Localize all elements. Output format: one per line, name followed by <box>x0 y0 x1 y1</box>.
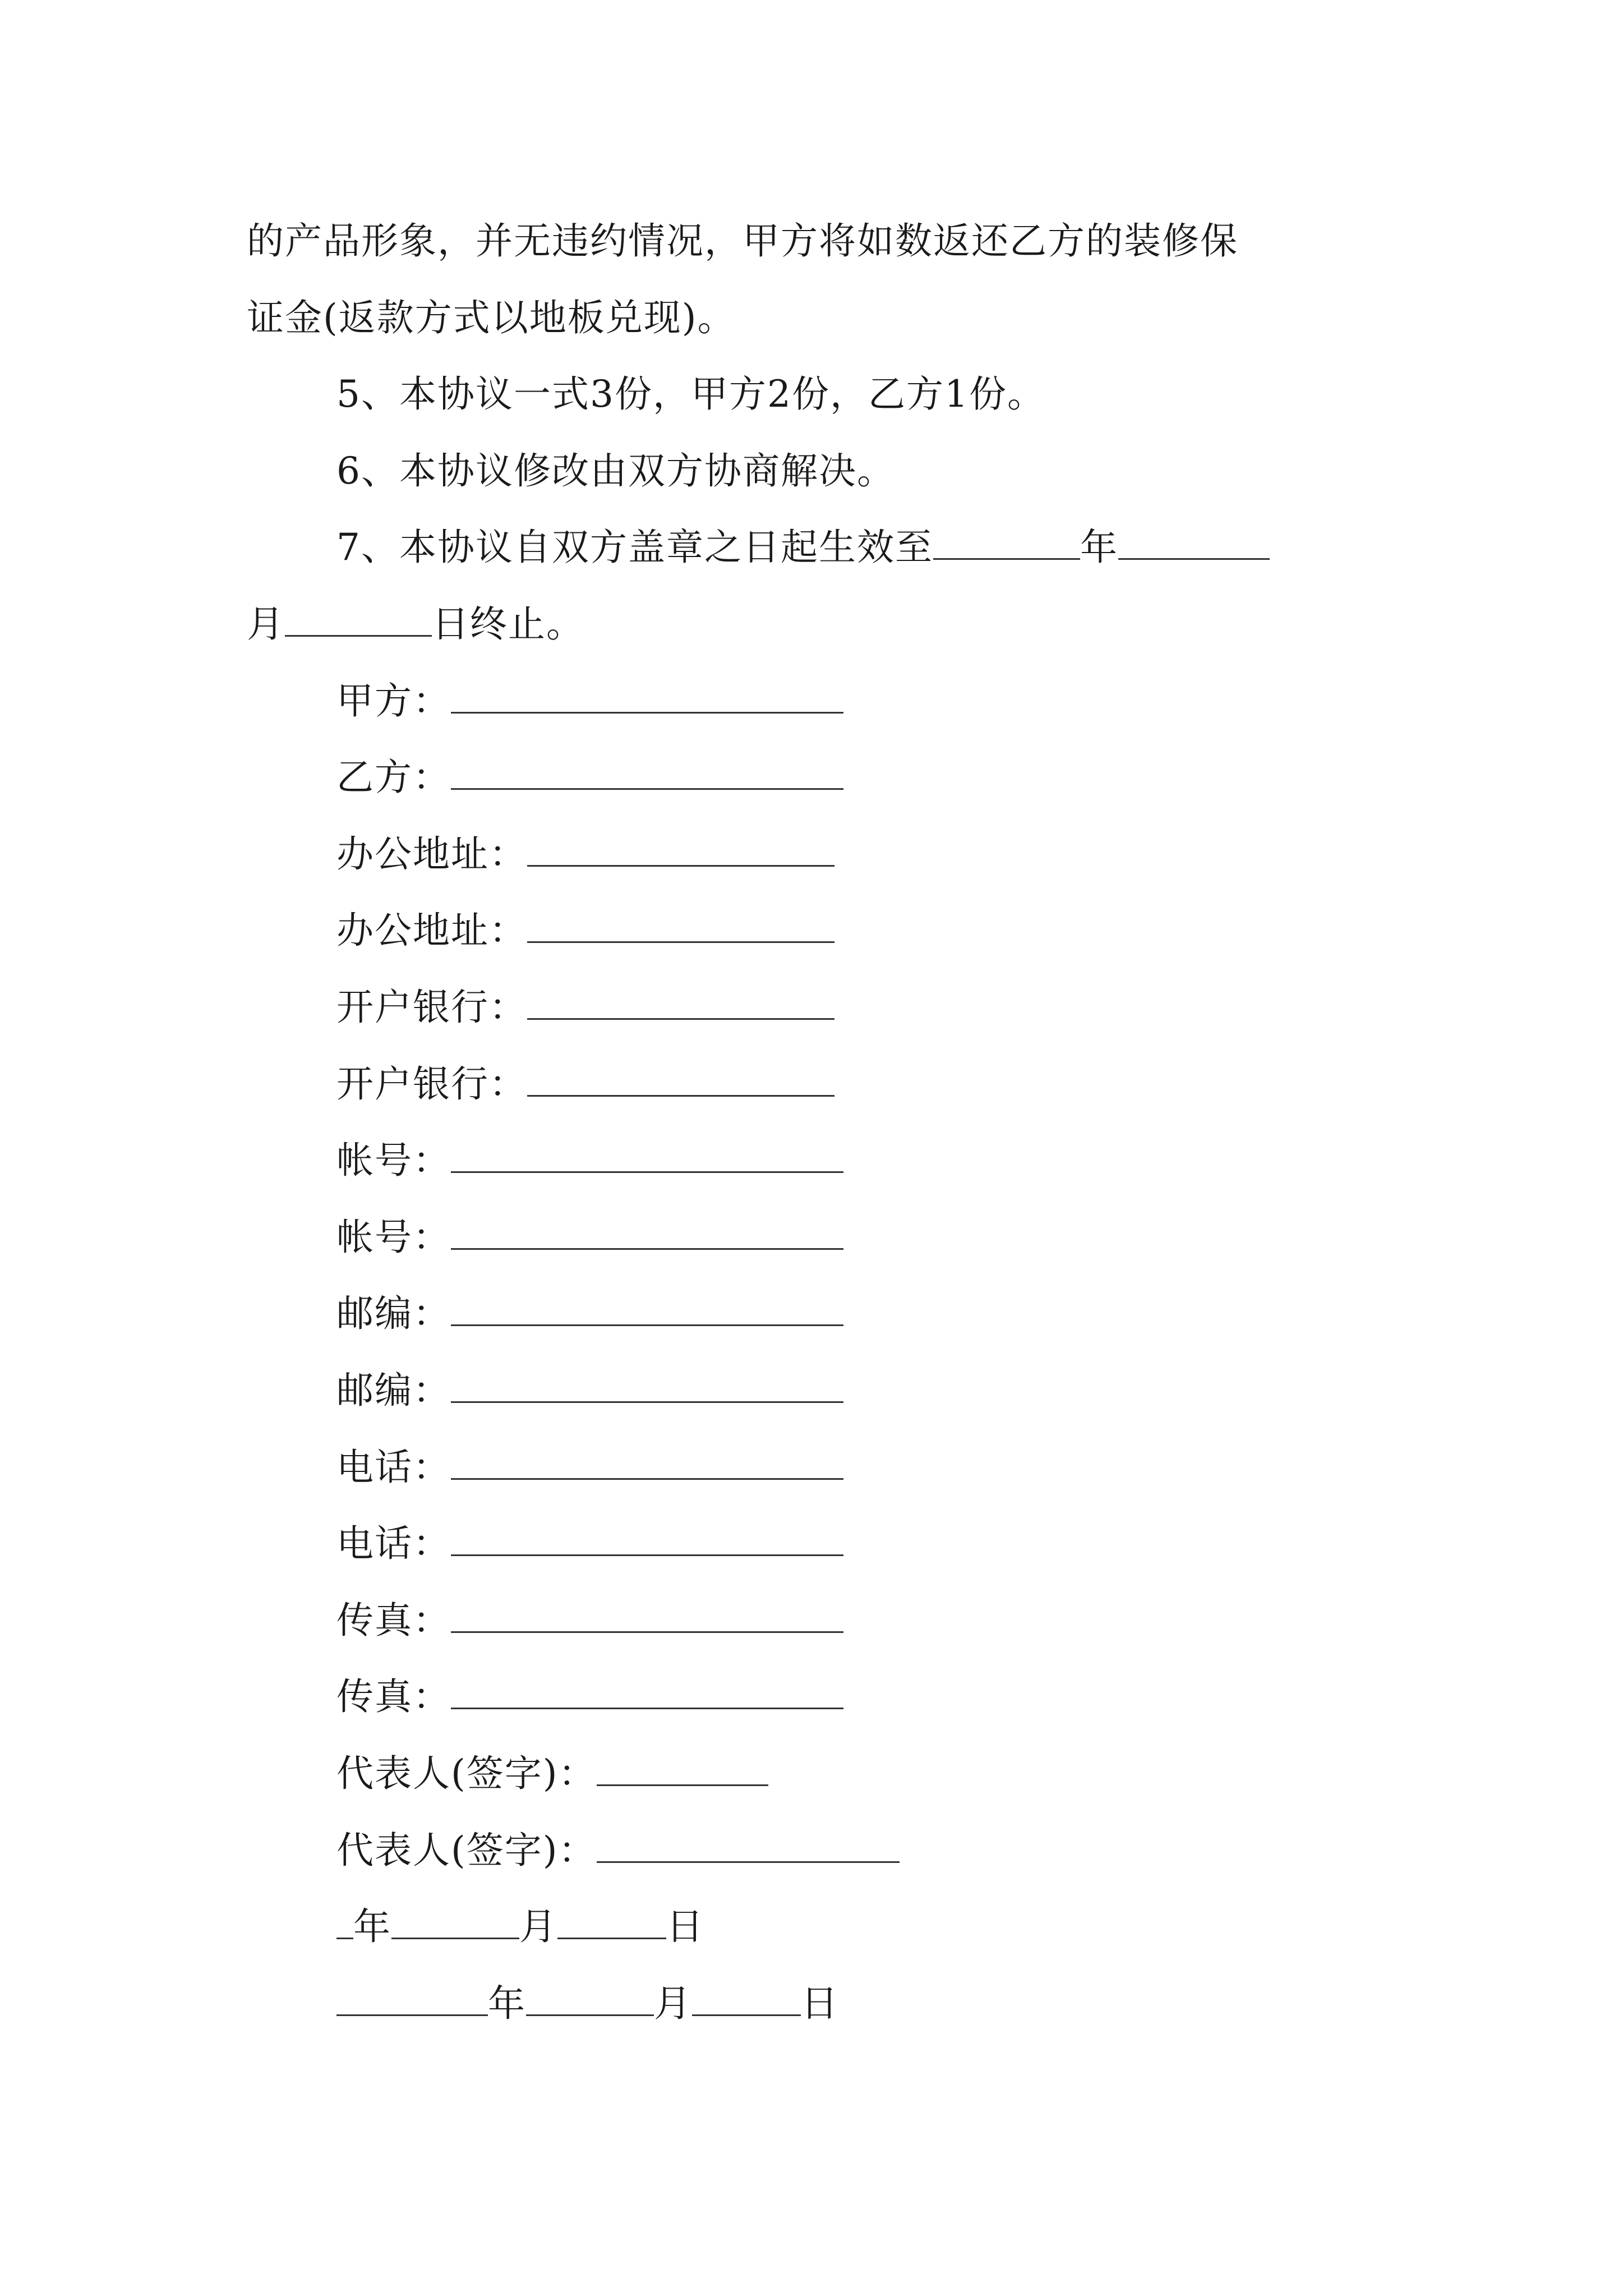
date-1-day-label: 日 <box>666 1905 704 1948</box>
phone-a-label: 电话： <box>336 1446 451 1489</box>
paragraph-text: 证金(返款方式以地板兑现)。 <box>247 296 736 339</box>
postcode-a-label: 邮编： <box>336 1292 451 1335</box>
date-2-year-label: 年 <box>488 1982 526 2025</box>
party-b-label: 乙方： <box>336 756 451 799</box>
bank-a-row <box>336 985 834 1030</box>
representative-b-row <box>336 1828 900 1873</box>
phone-b-blank[interactable] <box>451 1523 843 1556</box>
clause-5 <box>336 372 1045 417</box>
representative-a-label: 代表人(签字)： <box>336 1752 597 1795</box>
date-2-month-blank[interactable] <box>526 1983 654 2016</box>
account-a-row <box>336 1138 843 1183</box>
account-b-row <box>336 1215 843 1260</box>
clause-7-line-1 <box>336 525 1270 570</box>
year-blank[interactable] <box>933 527 1080 560</box>
clause-6 <box>336 449 895 494</box>
representative-a-blank[interactable] <box>597 1753 768 1786</box>
address-b-blank[interactable] <box>527 910 834 943</box>
account-b-blank[interactable] <box>451 1217 843 1250</box>
bank-a-label: 开户银行： <box>336 986 527 1029</box>
party-a-blank[interactable] <box>451 680 843 714</box>
bank-b-label: 开户银行： <box>336 1062 527 1106</box>
year-label: 年 <box>1080 526 1118 569</box>
phone-b-row <box>336 1521 843 1566</box>
date-2-day-blank[interactable] <box>692 1983 801 2016</box>
representative-a-row <box>336 1751 768 1796</box>
address-a-row <box>336 832 834 877</box>
account-b-label: 帐号： <box>336 1216 451 1259</box>
representative-b-label: 代表人(签字)： <box>336 1829 597 1872</box>
date-row-2 <box>336 1981 839 2026</box>
phone-a-blank[interactable] <box>451 1447 843 1480</box>
fax-b-row <box>336 1674 843 1719</box>
month-label: 月 <box>247 602 285 646</box>
paragraph-text: 的产品形象，并无违约情况，甲方将如数返还乙方的装修保 <box>247 219 1238 263</box>
fax-a-label: 传真： <box>336 1599 451 1642</box>
clause-7-end-text: 日终止。 <box>432 602 584 646</box>
date-2-year-blank[interactable] <box>336 1983 488 2016</box>
bank-b-row <box>336 1062 834 1107</box>
representative-b-blank[interactable] <box>597 1830 900 1863</box>
party-a-row <box>336 679 843 724</box>
month-blank[interactable] <box>1118 527 1270 560</box>
account-a-label: 帐号： <box>336 1139 451 1182</box>
date-2-month-label: 月 <box>654 1982 692 2025</box>
clause-5-text: 5、本协议一式3份，甲方2份，乙方1份。 <box>336 372 1045 416</box>
account-a-blank[interactable] <box>451 1140 843 1173</box>
bank-b-blank[interactable] <box>527 1064 834 1097</box>
postcode-b-row <box>336 1368 843 1413</box>
postcode-a-row <box>336 1291 843 1336</box>
party-b-row <box>336 755 843 800</box>
date-1-day-blank[interactable] <box>557 1906 666 1939</box>
paragraph-continuation-line-2 <box>247 296 736 341</box>
paragraph-continuation-line-1 <box>247 219 1238 264</box>
date-1-month-label: 月 <box>519 1905 557 1948</box>
bank-a-blank[interactable] <box>527 987 834 1020</box>
address-b-row <box>336 908 834 953</box>
clause-7-text: 7、本协议自双方盖章之日起生效至 <box>336 526 933 569</box>
address-a-blank[interactable] <box>527 834 834 867</box>
clause-7-line-2 <box>247 602 584 647</box>
postcode-b-label: 邮编： <box>336 1369 451 1412</box>
date-1-year-blank[interactable] <box>336 1906 353 1939</box>
date-row-1 <box>336 1904 704 1949</box>
address-a-label: 办公地址： <box>336 832 527 876</box>
clause-6-text: 6、本协议修改由双方协商解决。 <box>336 449 895 493</box>
date-1-month-blank[interactable] <box>391 1906 519 1939</box>
party-a-label: 甲方： <box>336 679 451 723</box>
date-2-day-label: 日 <box>801 1982 839 2025</box>
fax-b-label: 传真： <box>336 1675 451 1718</box>
postcode-a-blank[interactable] <box>451 1293 843 1326</box>
fax-a-row <box>336 1598 843 1643</box>
phone-a-row <box>336 1445 843 1490</box>
postcode-b-blank[interactable] <box>451 1370 843 1403</box>
fax-b-blank[interactable] <box>451 1676 843 1709</box>
date-1-year-label: 年 <box>353 1905 391 1948</box>
fax-a-blank[interactable] <box>451 1600 843 1633</box>
address-b-label: 办公地址： <box>336 909 527 952</box>
day-blank[interactable] <box>285 604 432 637</box>
phone-b-label: 电话： <box>336 1522 451 1565</box>
party-b-blank[interactable] <box>451 757 843 790</box>
